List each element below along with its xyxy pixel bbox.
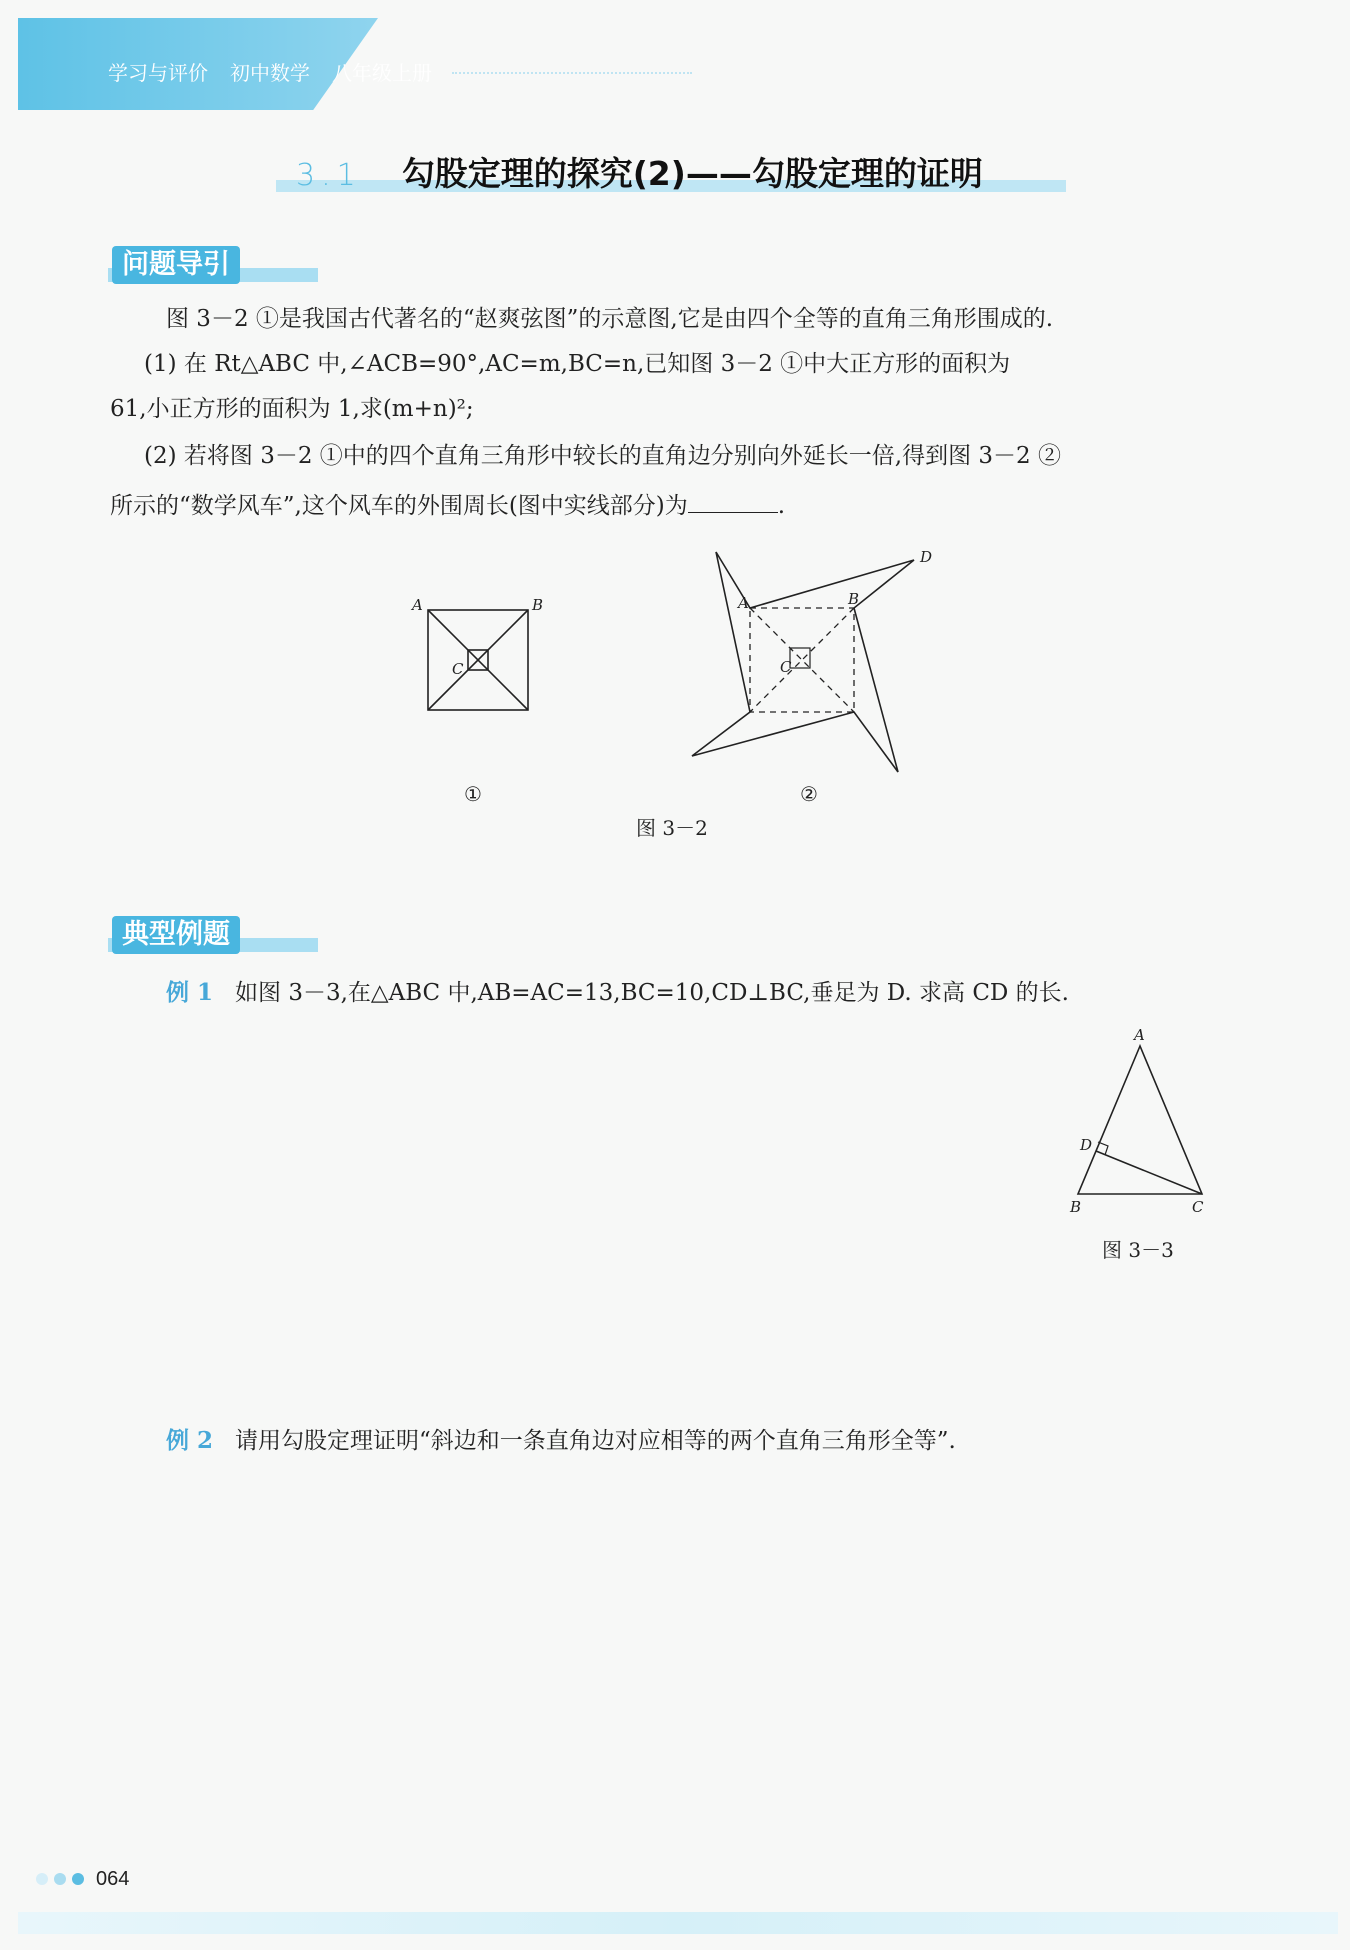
figure-3-3-caption: 图 3－3 (1102, 1238, 1174, 1262)
example-2-text: 请用勾股定理证明“斜边和一条直角边对应相等的两个直角三角形全等”. (235, 1428, 956, 1454)
guide-line-2: (1) 在 Rt△ABC 中,∠ACB=90°,AC=m,BC=n,已知图 3－2 ①中大正方形的面积为 (144, 351, 1011, 377)
label-c: C (452, 660, 464, 678)
header-subject: 初中数学 (230, 62, 310, 85)
triangle-abc (1078, 1046, 1202, 1194)
label-b: B (848, 590, 860, 608)
guide-line-3: 61,小正方形的面积为 1,求(m+n)²; (110, 396, 474, 422)
windmill-outline (692, 552, 914, 772)
guide-line-5 (110, 490, 785, 521)
page-title (296, 148, 983, 198)
figure-3-3 (1062, 1026, 1212, 1216)
section-label-text: 典型例题 (112, 916, 240, 954)
footer-band (18, 1912, 1338, 1934)
example-1 (166, 978, 1069, 1008)
guide-line-4: (2) 若将图 3－2 ①中的四个直角三角形中较长的直角边分别向外延长一倍,得到图 3－2 ② (144, 443, 1061, 469)
example-1-tag: 例 1 (166, 979, 214, 1006)
section-label-text: 问题导引 (112, 246, 240, 284)
label-c: C (1192, 1198, 1204, 1216)
label-d: D (1080, 1136, 1093, 1154)
figure-3-2-sub1: ① (464, 782, 482, 806)
dot-icon (72, 1873, 84, 1885)
header-text (108, 56, 432, 86)
label-b: B (532, 596, 544, 614)
answer-blank (688, 490, 778, 513)
figure-3-2-2 (680, 540, 950, 780)
dot-icon (54, 1873, 66, 1885)
label-a: A (738, 594, 749, 612)
figure-3-2-1 (400, 590, 570, 740)
page-number-text: 064 (96, 1867, 130, 1890)
header-book: 学习与评价 (108, 62, 208, 85)
label-a: A (412, 596, 423, 614)
label-c: C (780, 658, 792, 676)
guide-line-5-end: . (777, 493, 786, 519)
header-dotted-line (452, 72, 692, 74)
example-1-text: 如图 3－3,在△ABC 中,AB=AC=13,BC=10,CD⊥BC,垂足为 D. 求高 CD 的长. (235, 980, 1069, 1006)
figure-3-2-sub2: ② (800, 782, 818, 806)
example-2-tag: 例 2 (166, 1427, 214, 1454)
label-d: D (920, 548, 933, 566)
example-2 (166, 1426, 956, 1456)
figure-3-2-caption: 图 3－2 (636, 816, 708, 840)
header-grade: 八年级上册 (332, 62, 432, 85)
dot-icon (36, 1873, 48, 1885)
section-title: 勾股定理的探究(2)——勾股定理的证明 (401, 154, 983, 193)
label-b: B (1070, 1198, 1082, 1216)
page-number (36, 1866, 129, 1892)
section-number: 3.1 (296, 158, 362, 193)
guide-line-1: 图 3－2 ①是我国古代著名的“赵爽弦图”的示意图,它是由四个全等的直角三角形围成的. (166, 306, 1054, 332)
label-a: A (1134, 1026, 1145, 1044)
guide-line-5-text: 所示的“数学风车”,这个风车的外围周长(图中实线部分)为 (110, 493, 688, 519)
